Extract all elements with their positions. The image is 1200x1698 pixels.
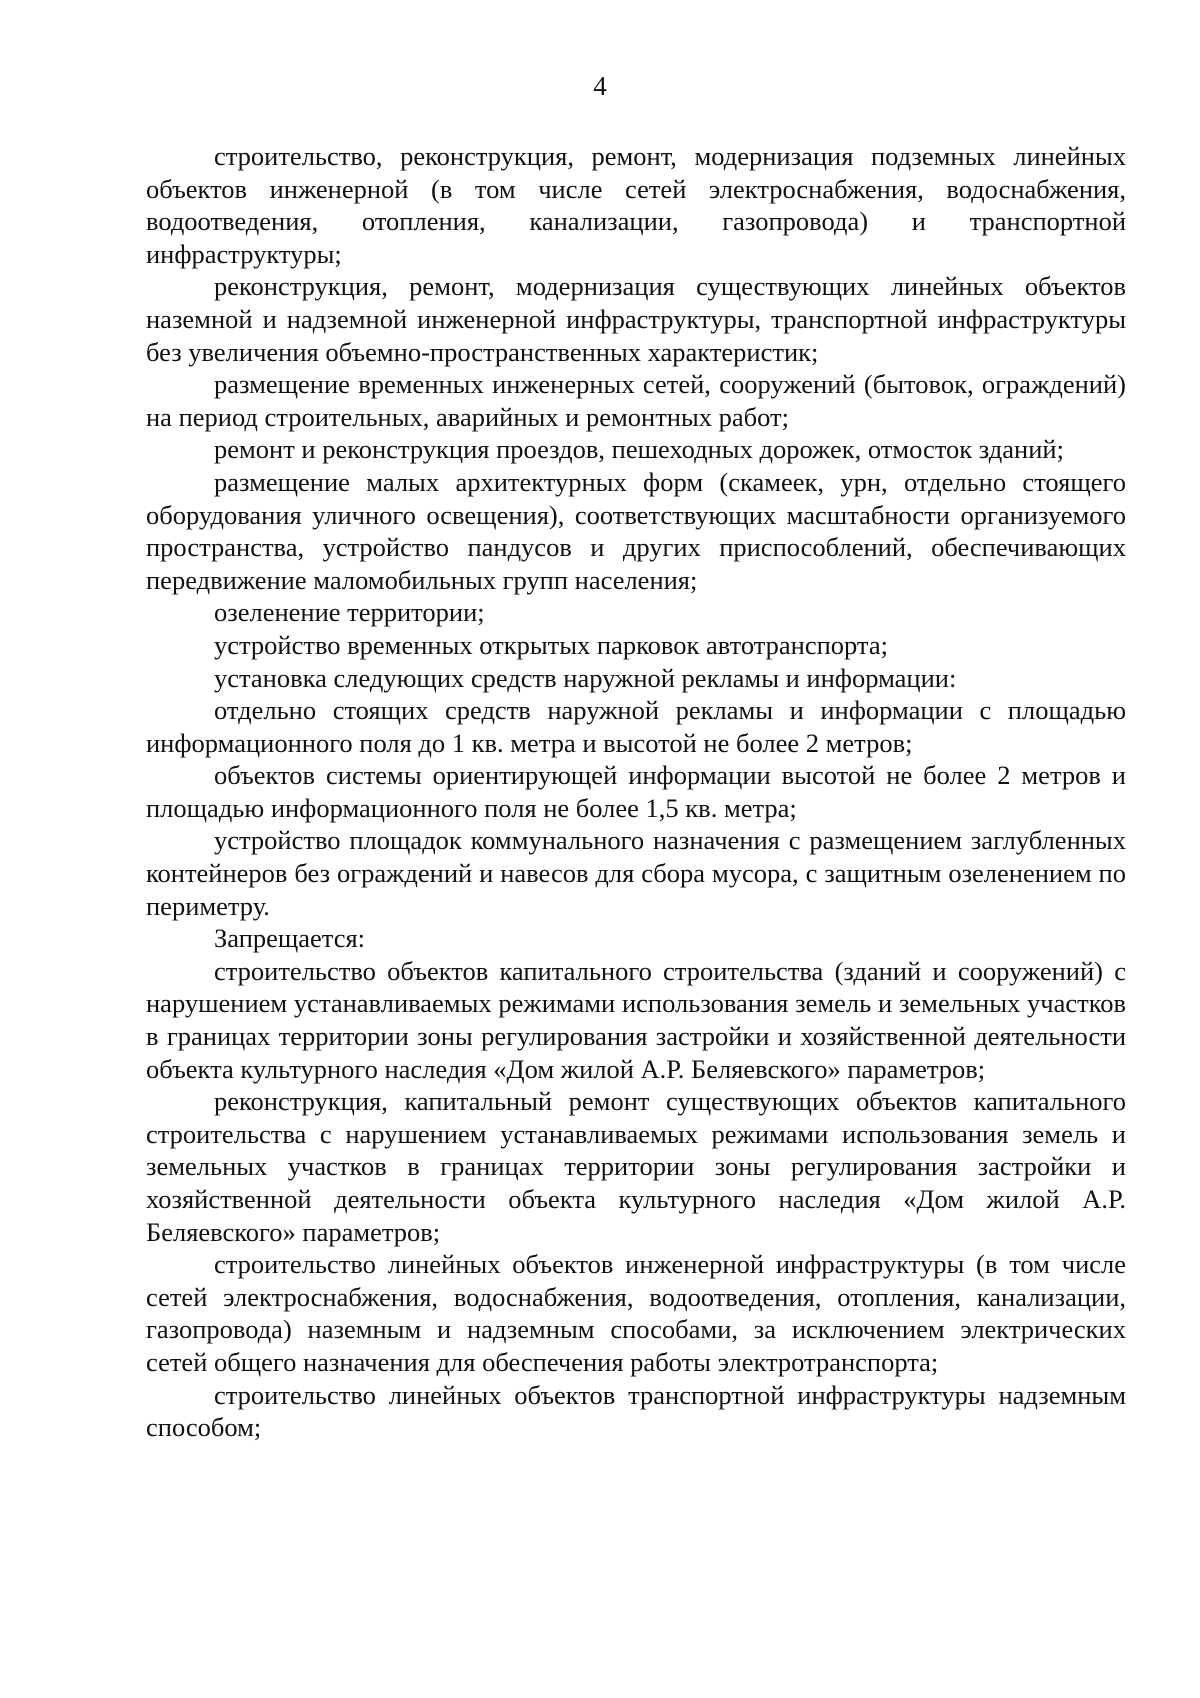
page-number: 4 <box>593 71 607 101</box>
paragraph: устройство площадок коммунального назначения с размещением заглубленных контейнеров без ограждений и навесов для сбора мусора, с защитным озеленением по периметру. <box>146 825 1126 921</box>
paragraph: строительство линейных объектов инженерной инфраструктуры (в том числе сетей электроснабжения, водоснабжения, водоотведения, отопления, канализации, газопровода) наземным и надземным способами, за исключением электрических сетей общего назначения для обеспечения работы электротранспорта; <box>146 1249 1126 1377</box>
paragraph: устройство временных открытых парковок автотранспорта; <box>214 629 888 660</box>
paragraph: объектов системы ориентирующей информации высотой не более 2 метров и площадью информационного поля не более 1,5 кв. метра; <box>146 760 1126 823</box>
paragraph: строительство линейных объектов транспортной инфраструктуры надземным способом; <box>146 1379 1126 1443</box>
paragraph: реконструкция, ремонт, модернизация существующих линейных объектов наземной и надземной инженерной инфраструктуры, транспортной инфраструктуры без увеличения объемно-пространственных характеристик; <box>146 271 1126 367</box>
paragraph: размещение временных инженерных сетей, сооружений (бытовок, ограждений) на период строительных, аварийных и ремонтных работ; <box>146 369 1126 432</box>
paragraph: реконструкция, капитальный ремонт существующих объектов капитального строительства с нарушением устанавливаемых режимами использования земель и земельных участков в границах территории зоны регулирования застройки и хозяйственной деятельности объекта культурного наследия «Дом жилой А.Р. Беляевского» параметров; <box>146 1086 1126 1247</box>
document-body <box>146 140 1126 1444</box>
paragraph: установка следующих средств наружной рекламы и информации: <box>214 662 957 693</box>
paragraph: озеленение территории; <box>214 597 485 628</box>
paragraph: ремонт и реконструкция проездов, пешеходных дорожек, отмосток зданий; <box>214 434 1064 465</box>
paragraph: строительство, реконструкция, ремонт, модернизация подземных линейных объектов инженерной (в том числе сетей электроснабжения, водоснабжения, водоотведения, отопления, канализации, газопровода) и транспортной инфраструктуры; <box>146 141 1126 269</box>
paragraph: размещение малых архитектурных форм (скамеек, урн, отдельно стоящего оборудования уличного освещения), соответствующих масштабности организуемого пространства, устройство пандусов и других приспособлений, обеспечивающих передвижение маломобильных групп населения; <box>146 466 1126 595</box>
paragraph: отдельно стоящих средств наружной рекламы и информации с площадью информационного поля до 1 кв. метра и высотой не более 2 метров; <box>146 695 1126 758</box>
paragraph-heading: Запрещается: <box>214 923 366 954</box>
paragraph: строительство объектов капитального строительства (зданий и сооружений) с нарушением устанавливаемых режимами использования земель и земельных участков в границах территории зоны регулирования застройки и хозяйственной деятельности объекта культурного наследия «Дом жилой А.Р. Беляевского» параметров; <box>146 955 1126 1084</box>
